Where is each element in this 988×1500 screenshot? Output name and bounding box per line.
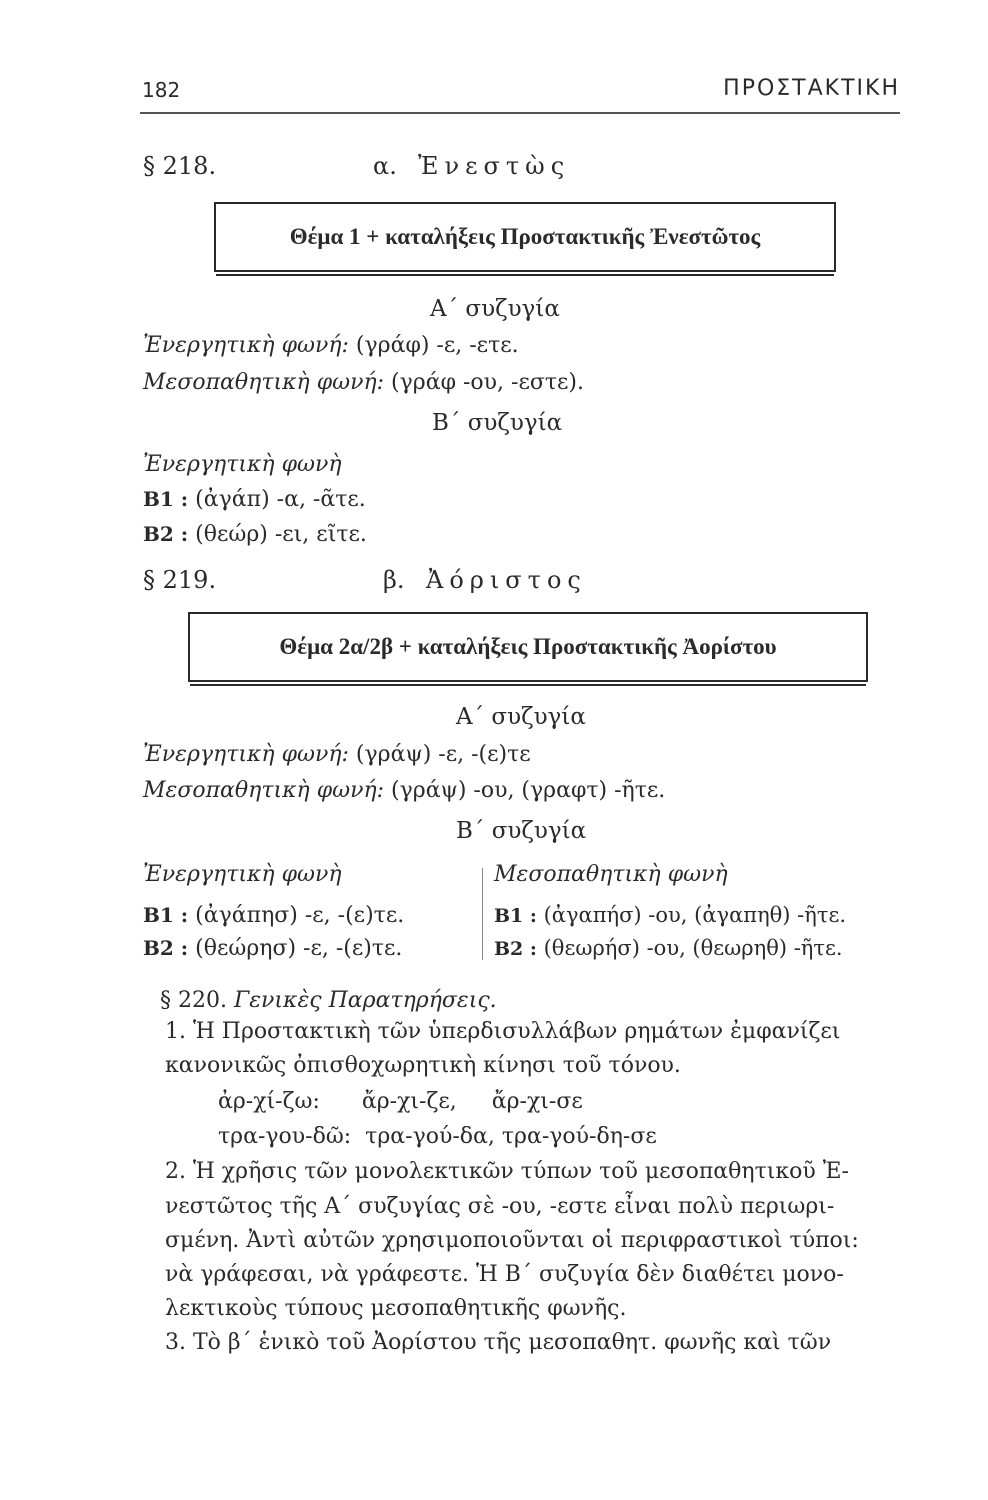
section-219-heading: Ἀόριστος (426, 566, 587, 594)
section-220-title-row (160, 988, 497, 1013)
section-218-number: § 218. (143, 152, 217, 180)
present-a-medio-row (143, 370, 584, 395)
example-line: ἀρ-χί-ζω: ἄρ-χι-ζε, ἄρ-χι-σε (218, 1089, 583, 1114)
aorist-b-medio-title: Μεσοπαθητικὴ φωνὴ (494, 862, 728, 887)
section-219-number: § 219. (143, 566, 217, 594)
voice-label: Ἐνεργητικὴ φωνή: (143, 333, 349, 358)
endings: (θεώρ) -ει, εῖτε. (195, 522, 367, 547)
column-divider (482, 868, 483, 960)
endings: (ἀγάπ) -α, -ᾶτε. (195, 487, 366, 512)
endings: (θεώρησ) -ε, -(ε)τε. (195, 936, 403, 961)
aorist-b-active-title: Ἐνεργητικὴ φωνὴ (143, 862, 342, 887)
running-title: ΠΡΟΣΤΑΚΤΙΚΗ (723, 76, 900, 101)
aorist-a-medio-row (143, 778, 665, 803)
aorist-b2-active-row (143, 936, 402, 961)
present-a-active-row (143, 333, 519, 358)
remark-line: κανονικῶς ὀπισθοχωρητικὴ κίνησι τοῦ τόνου. (165, 1053, 681, 1078)
present-b-active-title: Ἐνεργητικὴ φωνὴ (143, 452, 342, 477)
endings: (ἀγαπήσ) -ου, (ἀγαπηθ) -ῆτε. (543, 903, 847, 927)
b1-label: Β1 : (143, 903, 189, 927)
aorist-b1-active-row (143, 903, 404, 928)
b2-label: Β2 : (494, 938, 537, 960)
voice-label: Ἐνεργητικὴ φωνή: (143, 742, 349, 767)
b1-label: Β1 : (494, 905, 537, 927)
remark-line: 1. Ἡ Προστακτικὴ τῶν ὑπερδισυλλάβων ρημάτων ἐμφανίζει (165, 1019, 841, 1044)
voice-label: Μεσοπαθητικὴ φωνή: (143, 778, 385, 803)
aorist-b1-medio-row (494, 903, 846, 927)
b1-label: Β1 : (143, 487, 189, 511)
endings: (γράφ -ου, -εστε). (391, 370, 584, 395)
formula-box-present-text: Θέμα 1 + καταλήξεις Προστακτικῆς Ἐνεστῶτος (289, 224, 761, 249)
section-220-title: Γενικὲς Παρατηρήσεις. (233, 988, 497, 1013)
page-number: 182 (142, 78, 181, 102)
remark-line: 2. Ἡ χρῆσις τῶν μονολεκτικῶν τύπων τοῦ μεσοπαθητικοῦ Ἐ- (165, 1159, 849, 1184)
formula-box-present (214, 202, 836, 272)
endings: (γράφ) -ε, -ετε. (355, 333, 519, 358)
remark-line: λεκτικοὺς τύπους μεσοπαθητικῆς φωνῆς. (165, 1296, 627, 1321)
b2-label: Β2 : (143, 936, 189, 960)
present-b2-row (143, 522, 367, 547)
present-b1-row (143, 487, 366, 512)
header-rule (140, 112, 900, 114)
remark-line: νεστῶτος τῆς Α΄ συζυγίας σὲ -ου, -εστε εἶναι πολὺ περιωρι- (165, 1194, 835, 1219)
endings: (γράψ) -ε, -(ε)τε (355, 742, 531, 767)
endings: (ἀγάπησ) -ε, -(ε)τε. (195, 903, 405, 928)
remark-line: 3. Τὸ β΄ ἑνικὸ τοῦ Ἀορίστου τῆς μεσοπαθητ. φωνῆς καὶ τῶν (165, 1330, 832, 1355)
endings: (γράψ) -ου, (γραφτ) -ῆτε. (391, 778, 666, 803)
aorist-conjugation-a-heading: Α΄ συζυγία (456, 704, 586, 730)
formula-box-aorist-text: Θέμα 2α/2β + καταλήξεις Προστακτικῆς Ἀορίστου (279, 634, 777, 659)
section-220-number: § 220. (160, 988, 227, 1013)
voice-label: Μεσοπαθητικὴ φωνή: (143, 370, 385, 395)
formula-box-aorist (188, 612, 868, 682)
section-218-heading: Ἐνεστὼς (418, 152, 571, 180)
aorist-b2-medio-row (494, 936, 843, 960)
conjugation-a-heading: Α΄ συζυγία (430, 296, 560, 322)
example-line: τρα-γου-δῶ: τρα-γού-δα, τρα-γού-δη-σε (218, 1124, 657, 1149)
aorist-conjugation-b-heading: Β΄ συζυγία (456, 818, 587, 844)
section-219-label: β. (383, 566, 405, 594)
remark-line: σμένη. Ἀντὶ αὐτῶν χρησιμοποιοῦνται οἱ περιφραστικοὶ τύποι: (165, 1228, 859, 1253)
section-218-label: α. (373, 152, 397, 180)
conjugation-b-heading: Β΄ συζυγία (432, 410, 563, 436)
endings: (θεωρήσ) -ου, (θεωρηθ) -ῆτε. (543, 936, 843, 960)
remark-line: νὰ γράφεσαι, νὰ γράφεστε. Ἡ Β΄ συζυγία δὲν διαθέτει μονο- (165, 1262, 844, 1287)
b2-label: Β2 : (143, 522, 189, 546)
aorist-a-active-row (143, 742, 531, 767)
